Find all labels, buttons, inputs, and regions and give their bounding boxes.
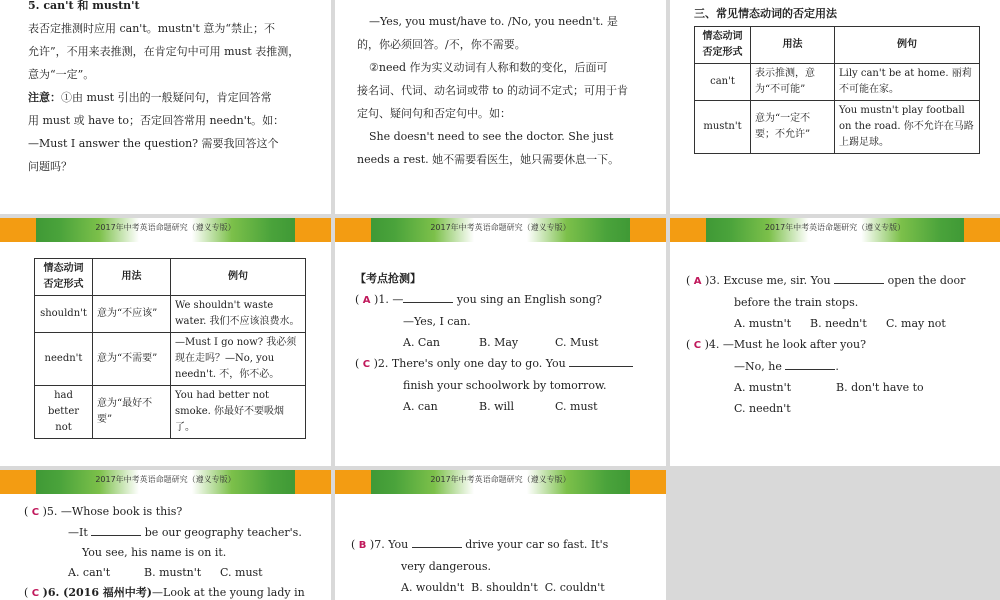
table-row (35, 386, 306, 439)
options-row: A. mustn't B. don't have to (734, 381, 924, 394)
options-row: A. can't B. mustn't C. must (68, 566, 263, 579)
note-label: 注意： (28, 91, 61, 104)
table-cell: 意为“最好不要” (93, 386, 171, 439)
text-line: needs a rest. 她不需要看医生，她只需要休息一下。 (357, 153, 620, 166)
question-line: —It be our geography teacher's. (68, 526, 302, 539)
quiz-block (355, 268, 655, 417)
table-cell: You had better not smoke. 你最好不要吸烟了。 (171, 386, 306, 439)
answer-mark: B (358, 540, 367, 551)
answer-mark: A (693, 276, 702, 287)
table-header: 例句 (835, 27, 980, 64)
slide-4 (0, 218, 331, 466)
slide-7 (0, 470, 331, 600)
text-line: ②need 作为实义动词有人称和数的变化，后面可 (369, 61, 608, 74)
options-row: A. Can B. May C. Must (403, 336, 599, 349)
question-line: You see, his name is on it. (82, 546, 227, 559)
options-row: A. can B. will C. must (403, 400, 598, 413)
table-row (35, 333, 306, 386)
table-cell: 意为“不应该” (93, 296, 171, 333)
table-header: 情态动词否定形式 (695, 27, 751, 64)
answer-mark: C (693, 340, 702, 351)
question-line: before the train stops. (734, 296, 859, 309)
text-line: 定句、疑问句和否定句中。如： (357, 107, 511, 120)
section-heading: 5. can't 和 mustn't (28, 0, 140, 12)
modal-negation-table (694, 26, 980, 154)
answer-mark: A (362, 295, 371, 306)
table-header: 用法 (751, 27, 835, 64)
question-line: —No, he . (734, 360, 839, 373)
table-cell: mustn't (695, 101, 751, 154)
answer-blank (403, 293, 453, 303)
header-band (335, 470, 666, 494)
table-cell: We shouldn't waste water. 我们不应该浪费水。 (171, 296, 306, 333)
header-band (0, 470, 331, 494)
question-1: ( A )1. — you sing an English song? (355, 293, 602, 306)
section-heading: 三、常见情态动词的否定用法 (694, 7, 837, 20)
options-row: A. wouldn't B. shouldn't C. couldn't (401, 581, 605, 594)
table-row (695, 101, 980, 154)
modal-negation-table (34, 258, 306, 439)
table-header: 情态动词否定形式 (35, 259, 93, 296)
table-cell: shouldn't (35, 296, 93, 333)
quiz-heading: 【考点抢测】 (355, 272, 421, 285)
text-line: 意为“一定”。 (28, 68, 95, 81)
slide-5 (335, 218, 666, 466)
table-cell: You mustn't play football on the road. 你不允许在马路上踢足球。 (835, 101, 980, 154)
table-cell: had better not (35, 386, 93, 439)
options-row: A. mustn't B. needn't C. may not (734, 317, 946, 330)
table-cell: 意为“一定不要；不允许” (751, 101, 835, 154)
answer-blank (569, 357, 633, 367)
text-line: 用 must 或 have to；否定回答常用 needn't。如： (28, 114, 285, 127)
slide-8 (335, 470, 666, 600)
table-cell: can't (695, 64, 751, 101)
answer-blank (91, 526, 141, 536)
question-4: ( C )4. —Must he look after you? (686, 338, 866, 351)
text-line: 表否定推测时应用 can't。mustn't 意为“禁止；不 (28, 22, 275, 35)
slide-2-text (357, 10, 657, 171)
table-header-row (695, 27, 980, 64)
header-band (670, 218, 1000, 242)
slide-1 (0, 0, 331, 214)
question-reply: —Yes, I can. (403, 315, 471, 328)
question-7: ( B )7. You drive your car so fast. It's (351, 538, 609, 551)
answer-mark: C (31, 507, 40, 518)
text-line: She doesn't need to see the doctor. She just (369, 130, 614, 143)
question-line: finish your schoolwork by tomorrow. (403, 379, 607, 392)
answer-blank (785, 360, 835, 370)
table-header-row (35, 259, 306, 296)
table-cell: 意为“不需要” (93, 333, 171, 386)
table-cell: needn't (35, 333, 93, 386)
question-3: ( A )3. Excuse me, sir. You open the door (686, 274, 966, 287)
table-row (35, 296, 306, 333)
header-band (335, 218, 666, 242)
slide-3 (670, 0, 1000, 214)
quiz-block (351, 534, 661, 598)
slide-2 (335, 0, 666, 214)
text-line: 允许”，不用来表推测，在肯定句中可用 must 表推测， (28, 45, 300, 58)
slide-6 (670, 218, 1000, 466)
table-cell: Lily can't be at home. 丽莉不可能在家。 (835, 64, 980, 101)
slide-1-text (28, 0, 328, 178)
table-row (695, 64, 980, 101)
text-line: 接名词、代词、动名词或带 to 的动词不定式；可用于肯 (357, 84, 629, 97)
table-cell: 表示推测，意为“不可能” (751, 64, 835, 101)
answer-blank (834, 274, 884, 284)
empty-area (670, 470, 1000, 600)
text-line: 问题吗？ (28, 160, 72, 173)
answer-blank (412, 538, 462, 548)
options-row: C. needn't (734, 402, 791, 415)
quiz-block (686, 270, 996, 419)
question-5: ( C )5. —Whose book is this? (24, 505, 183, 518)
table-header: 用法 (93, 259, 171, 296)
header-title: 2017年中考英语命题研究（遵义专版） (764, 223, 906, 232)
answer-mark: C (362, 359, 371, 370)
text-line: —Yes, you must/have to. /No, you needn't. 是 (369, 15, 618, 28)
table-cell: —Must I go now? 我必须现在走吗？—No, you needn't. 不，你不必。 (171, 333, 306, 386)
header-band (0, 218, 331, 242)
question-line: very dangerous. (401, 560, 492, 573)
question-2: ( C )2. There's only one day to go. You (355, 353, 655, 375)
header-title: 2017年中考英语命题研究（遵义专版） (95, 475, 236, 484)
quiz-block (24, 502, 329, 600)
text-line: —Must I answer the question? 需要我回答这个 (28, 137, 279, 150)
table-header: 例句 (171, 259, 306, 296)
text-line: 的，你必须回答。/不，你不需要。 (357, 38, 526, 51)
text-line: 注意：①由 must 引出的一般疑问句，肯定回答常 (28, 91, 272, 104)
header-title: 2017年中考英语命题研究（遵义专版） (95, 223, 236, 232)
header-title: 2017年中考英语命题研究（遵义专版） (430, 475, 571, 484)
answer-mark: C (31, 588, 40, 599)
header-title: 2017年中考英语命题研究（遵义专版） (430, 223, 571, 232)
question-6: ( C )6. (2016 福州中考)—Look at the young lady in (24, 586, 305, 599)
